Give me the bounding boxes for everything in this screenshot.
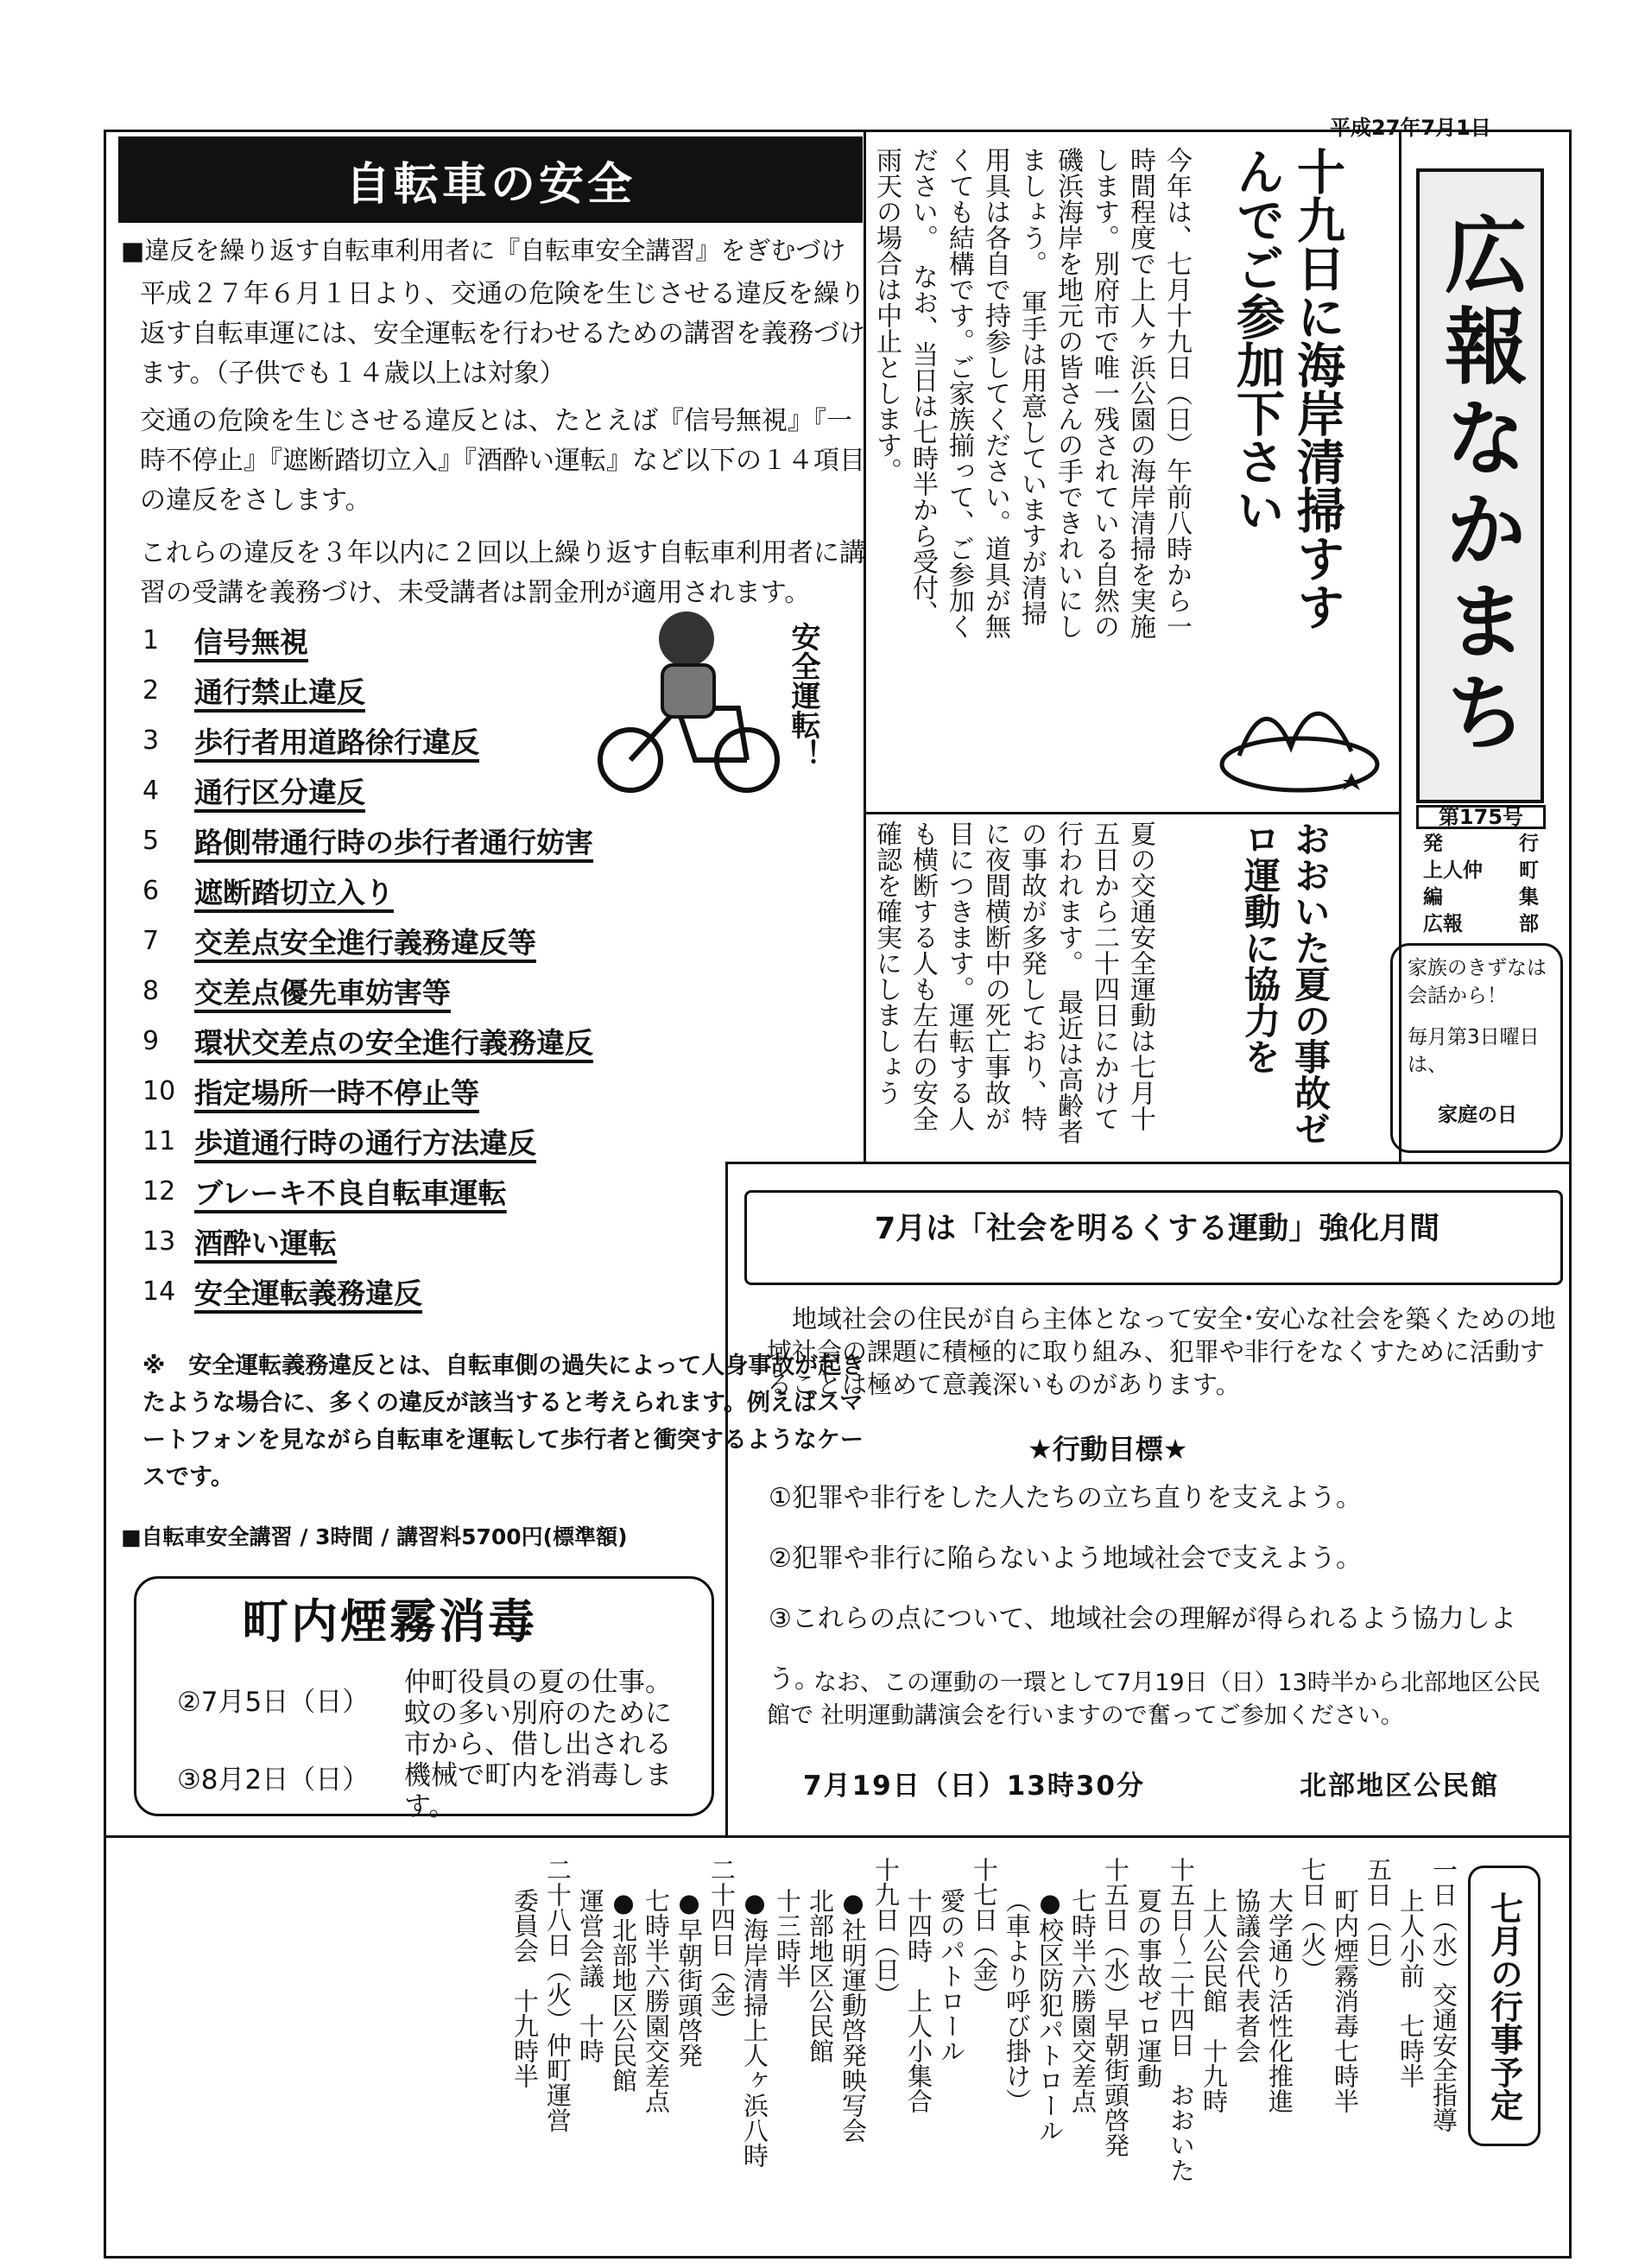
calendar-entry: 夏の事故ゼロ運動: [1134, 1888, 1163, 2088]
violation-label: 通行禁止違反: [194, 675, 365, 709]
violation-number: 7: [142, 925, 160, 956]
violation-label: 交差点優先車妨害等: [194, 975, 451, 1010]
violation-number: 10: [142, 1075, 176, 1106]
violation-label: 信号無視: [194, 624, 308, 659]
publisher-value: 部: [1519, 913, 1539, 935]
violation-label: ブレーキ不良自転車運転: [194, 1175, 507, 1210]
beach-title: 十九日に海岸清掃すすんでご参加下さい: [1229, 147, 1345, 630]
bicycle-paragraph-1: 平成２７年６月１日より、交通の危険を生じさせる違反を繰り返す自転車運には、安全運転を行わせるための講習を義務づけます。（子供でも１４歳以上は対象）: [140, 279, 865, 389]
calendar-entry: 上人公民館 十九時: [1199, 1888, 1229, 2113]
calendar-entry: 七時半六勝園交差点: [1068, 1888, 1098, 2113]
violation-number: 1: [142, 624, 160, 656]
calendar-entry: 協議会代表者会: [1232, 1888, 1262, 2063]
bicycle-fee: ■自転車安全講習 / 3時間 / 講習料5700円(標準額): [121, 1524, 628, 1549]
beach-body: 今年は、七月十九日（日）午前八時から一時間程度で上人ヶ浜公園の海岸清掃を実施します。別府市で唯一残されている自然の磯浜海岸を地元の皆さんの手できれいにしましょう。 軍手は用意していますが清掃用具は各自で持参してください。道具が無くても結構です。ご家族揃って、ご参加ください。 なお、当日は七時半から受付、雨天の場合は中止とします。: [871, 147, 1192, 639]
list-item: [142, 1016, 764, 1066]
violation-label: 指定場所一時不停止等: [194, 1075, 479, 1110]
family-day-label: 家庭の日: [1438, 1104, 1517, 1126]
publisher-row: [1416, 911, 1546, 938]
violation-label: 安全運転義務違反: [194, 1276, 422, 1310]
publisher-label: 広報: [1423, 913, 1463, 935]
calendar-entry: 七日（火）: [1298, 1857, 1327, 1982]
illustration-caption: 安全運転！: [786, 622, 820, 769]
list-item: [142, 1066, 764, 1116]
list-item: [142, 1166, 764, 1216]
issue-number: 第175号: [1416, 805, 1546, 829]
calendar-entry: ●社明運動啓発映写会: [838, 1888, 868, 2143]
calendar-entry: ●校区防犯パトロール: [1035, 1888, 1065, 2143]
list-item: ③これらの点について、地域社会の理解が得られるよう協力しよう。: [769, 1604, 1516, 1695]
traffic-title: おおいた夏の事故ゼロ運動に協力を: [1239, 820, 1332, 1147]
list-item: [142, 1266, 764, 1316]
bicycle-subtitle: ■違反を繰り返す自転車利用者に『自転車安全講習』をぎむづけ: [121, 236, 846, 265]
list-item: [142, 1216, 764, 1266]
calendar-entry: 十七日（金）: [970, 1857, 999, 2007]
shovel-illustration: [1213, 661, 1386, 812]
calendar-entry: 北部地区公民館: [806, 1888, 835, 2063]
campaign-goals-heading: ★行動目標★: [1028, 1433, 1188, 1466]
issue-date: 平成27年7月1日: [1330, 116, 1491, 140]
family-day-text-2: 毎月第3日曜日は、: [1408, 1026, 1540, 1076]
publisher-value: 集: [1519, 886, 1539, 909]
divider-calendar: [104, 1835, 1572, 1838]
calendar-entry: 十九日（日）: [871, 1857, 901, 2007]
campaign-body: 地域社会の住民が自ら主体となって安全･安心な社会を築くための地域社会の課題に積極的に取り組み、犯罪や非行をなくすために活動することは極めて意義深いものがあります。: [767, 1304, 1556, 1399]
calendar-entry: 十五日～二十四日 おおいた: [1167, 1857, 1196, 2182]
violation-number: 6: [142, 875, 160, 906]
violation-number: 3: [142, 725, 160, 756]
list-item: [142, 915, 764, 966]
calendar-entry: ●海岸清掃上人ヶ浜八時: [740, 1888, 769, 2168]
publisher-label: 編: [1423, 886, 1443, 909]
calendar-entry: ●早朝街頭啓発: [674, 1888, 704, 2068]
divider-right-mid: [864, 812, 1399, 814]
calendar-entry: 町内煙霧消毒七時半: [1331, 1888, 1360, 2113]
campaign-note: なお、この運動の一環として7月19日（日）13時半から北部地区公民館で 社明運動講演会を行いますので奮ってご参加ください。: [767, 1669, 1541, 1729]
traffic-body: 夏の交通安全運動は七月十五日から二十四日にかけて行われます。 最近は高齢者の事故が多発しており、特に夜間横断中の死亡事故が目につきます。運転する人も横断する人も左右の安全確認を確実にしましょう: [871, 820, 1155, 1144]
violation-number: 11: [142, 1125, 176, 1156]
violation-label: 歩行者用道路徐行違反: [194, 725, 479, 759]
bicycle-paragraph-2: 交通の危険を生じさせる違反とは、たとえば『信号無視』『一時不停止』『遮断踏切立入』『酒酔い運転』など以下の１４項目の違反をさします。: [140, 406, 865, 516]
violation-label: 通行区分違反: [194, 775, 365, 809]
violation-number: 9: [142, 1025, 160, 1056]
violation-number: 5: [142, 825, 160, 856]
campaign-where: 北部地区公民館: [1300, 1771, 1499, 1802]
publisher-value: 町: [1519, 859, 1539, 882]
publisher-info: [1416, 831, 1546, 938]
campaign-goals: [769, 1468, 1563, 1695]
calendar-entry: 委員会 十九時半: [510, 1888, 540, 2088]
calendar-entry: 上人小前 七時半: [1396, 1888, 1426, 2088]
violation-number: 8: [142, 975, 160, 1006]
violation-number: 2: [142, 675, 160, 706]
violation-label: 遮断踏切立入り: [194, 875, 394, 909]
calendar-columns: [242, 1857, 1459, 2237]
cyclist-illustration: [566, 605, 859, 795]
calendar-entry: ●北部地区公民館: [609, 1888, 638, 2093]
list-item: [142, 865, 764, 915]
violation-number: 12: [142, 1175, 176, 1207]
campaign-when: 7月19日（日）13時30分: [803, 1771, 1145, 1802]
violation-label: 路側帯通行時の歩行者通行妨害: [194, 825, 593, 859]
publisher-label: 発: [1423, 833, 1443, 855]
list-item: ①犯罪や非行をした人たちの立ち直りを支えよう。: [769, 1483, 1362, 1513]
newsletter-title: 広報なかまち: [1416, 168, 1544, 803]
publisher-value: 行: [1519, 833, 1539, 855]
violation-number: 13: [142, 1226, 176, 1257]
bicycle-paragraph-3: これらの違反を３年以内に２回以上繰り返す自転車利用者に講習の受講を義務づけ、未受講者は罰金刑が適用されます。: [140, 538, 865, 608]
smoke-title: 町内煙霧消毒: [242, 1594, 537, 1649]
calendar-entry: 十四時 上人小集合: [904, 1888, 933, 2113]
smoke-date-1: ②7月5日（日）: [177, 1687, 370, 1718]
list-item: [142, 815, 764, 865]
publisher-label: 上人仲: [1423, 859, 1483, 882]
smoke-date-2: ③8月2日（日）: [177, 1764, 370, 1796]
violation-label: 酒酔い運転: [194, 1226, 337, 1260]
calendar-entry: 五日（日）: [1363, 1857, 1393, 1982]
bicycle-title: 自転車の安全: [118, 136, 863, 223]
calendar-entry: 一日（水）交通安全指導: [1429, 1857, 1458, 2132]
calendar-entry: 二十八日（火）仲町運営: [543, 1857, 573, 2132]
calendar-entry: 愛のパトロール: [937, 1888, 966, 2063]
violation-number: 14: [142, 1276, 176, 1307]
list-item: [142, 966, 764, 1016]
family-day-text-1: 家族のきずなは会話から！: [1408, 957, 1547, 1007]
bicycle-note: ※ 安全運転義務違反とは、自転車側の過失によって人身事故が起きたような場合に、多くの違反が該当すると考えられます。例えばスマートフォンを見ながら自転車を運転して歩行者と衝突するようなケースです。: [142, 1353, 865, 1491]
campaign-title: 7月は「社会を明るくする運動」強化月間: [874, 1212, 1440, 1246]
publisher-row: [1416, 831, 1546, 858]
violation-label: 交差点安全進行義務違反等: [194, 925, 536, 960]
calendar-entry: 十三時半: [773, 1888, 802, 1988]
smoke-text: 仲町役員の夏の仕事。蚊の多い別府のために市から、借し出される機械で町内を消毒します。: [404, 1667, 672, 1822]
divider-left-bottom: [725, 1162, 1572, 1164]
calendar-entry: （車より呼び掛け）: [1003, 1888, 1032, 2113]
calendar-entry: 二十四日（金）: [707, 1857, 737, 2032]
violation-number: 4: [142, 775, 160, 806]
calendar-heading: 七月の行事予定: [1468, 1866, 1541, 2146]
violation-label: 環状交差点の安全進行義務違反: [194, 1025, 593, 1060]
publisher-row: [1416, 858, 1546, 884]
publisher-row: [1416, 884, 1546, 911]
list-item: ②犯罪や非行に陥らないよう地域社会で支えよう。: [769, 1543, 1362, 1574]
calendar-entry: 七時半六勝園交差点: [642, 1888, 671, 2113]
violation-label: 歩道通行時の通行方法違反: [194, 1125, 536, 1160]
list-item: [142, 1116, 764, 1166]
calendar-entry: 運営会議 十時: [576, 1888, 605, 2063]
calendar-entry: 大学通り活性化推進: [1265, 1888, 1294, 2113]
calendar-entry: 十五日（水）早朝街頭啓発: [1101, 1857, 1130, 2157]
